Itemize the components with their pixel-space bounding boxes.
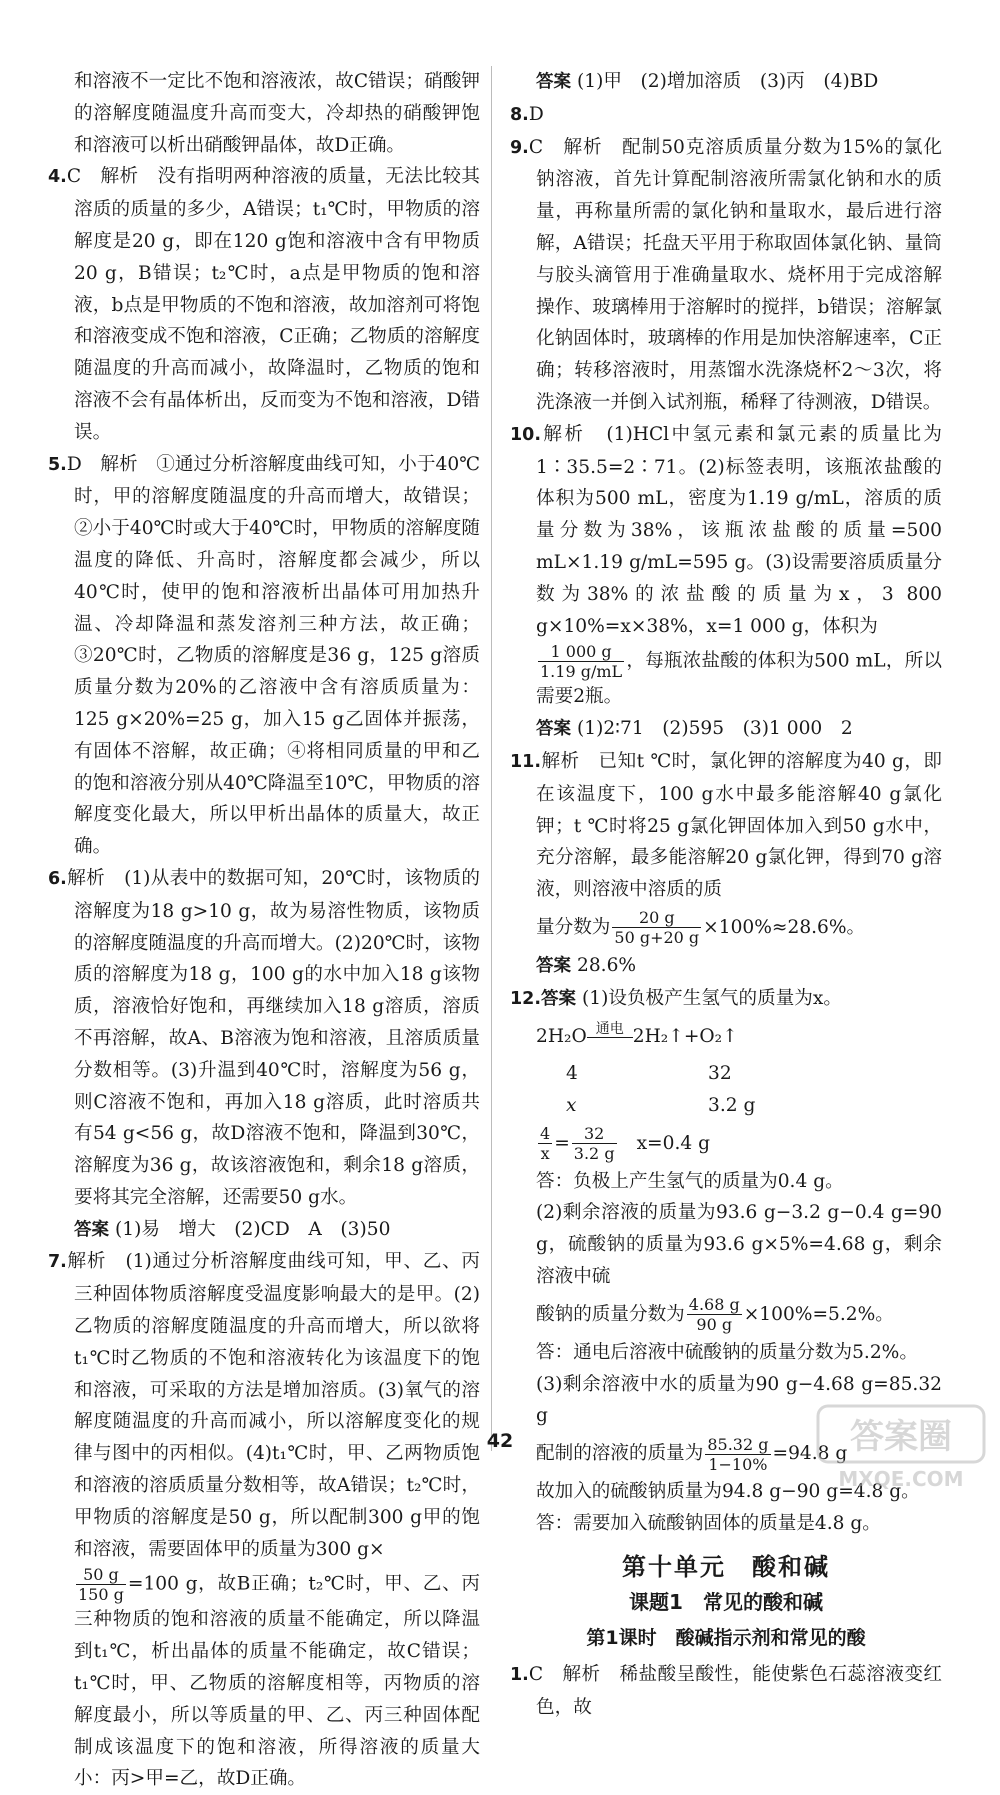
solution-line-5: 配制的溶液的质量为 $\frac{85.32 g}{1-10\%}$ =94.8 g xyxy=(536,1434,848,1474)
answer-item-11: 11.解析 已知t ℃时，氯化钾的溶解度为40 g，即在该温度下，100 g水中最多能溶解40 g氯化钾；t ℃时将25 g氯化钾固体加入到50 g水中，充分溶解，最多能溶解20 g氯化钾，得到70 g溶液，则溶液中溶质的质 xyxy=(510,750,942,901)
answer-item-7-continued: $\frac{50 g}{150 g}$ =100 g，故B正确；t₂℃时，甲、乙、丙三种物质的饱和溶液的质量不能确定，所以降温到t₁℃，析出晶体的质量不能确定，故C错误；t₁℃时，甲、乙物质的溶解度相等，丙物质的溶解度最小，所以等质量的甲、乙、丙三种固体配制成该温度下的饱和溶液，所得溶液的质量大小：丙>甲=乙，故D正确。 xyxy=(74,1565,480,1790)
watermark-logo xyxy=(816,1404,986,1492)
chemical-equation: 2H₂O 通电 2H₂↑+O₂↑ 4 32 x 3.2 g xyxy=(536,1020,756,1116)
fraction: $\frac{1 000 g}{1.19 g/mL}$ xyxy=(540,642,623,682)
answer-item-7: 7.解析 (1)通过分析溶解度曲线可知，甲、乙、丙三种固体物质溶解度受温度影响最大的是甲。(2)乙物质的溶解度随温度的升高而增大，所以欲将t₁℃时乙物质的不饱和溶液转化为该温度下的饱和溶液，可采取的方法是增加溶质。(3)氧气的溶解度随温度的升高而减小，所以溶解度变化的规律与图中的丙相似。(4)t₁℃时，甲、乙两物质饱和溶液的溶质质量分数相等，故A错误；t₂℃时，甲物质的溶解度是50 g，所以配制300 g甲的饱和溶液，需要固体甲的质量为300 g× xyxy=(48,1251,480,1560)
answer-item-6-result: 答案 (1)易 增大 (2)CD A (3)50 xyxy=(74,1218,391,1240)
page-number: 42 xyxy=(486,1430,514,1452)
answer-item-4: 4.C 解析 没有指明两种溶液的质量，无法比较其溶质的质量的多少，A错误；t₁℃时，甲物质的溶解度是20 g，即在120 g饱和溶液中含有甲物质20 g，B错误；t₂℃时，a点是甲物质的饱和溶液，b点是甲物质的不饱和溶液，故加溶剂可将饱和溶液变成不饱和溶液，C正确；乙物质的溶解度随温度的升高而减小，故降温时，乙物质的饱和溶液不会有晶体析出，反而变为不饱和溶液，D错误。 xyxy=(48,166,480,443)
fraction: $\frac{4}{x}$ xyxy=(540,1124,551,1164)
answer-item-10-result: 答案 (1)2∶71 (2)595 (3)1 000 2 xyxy=(536,718,853,740)
watermark-line-2: MXQE.COM xyxy=(838,1467,964,1491)
topic-heading: 课题1 常见的酸和碱 xyxy=(629,1590,823,1615)
column-divider xyxy=(491,66,492,1451)
answer-item-1: 1.C 解析 稀盐酸呈酸性，能使紫色石蕊溶液变红色，故 xyxy=(510,1664,942,1718)
solution-line-1: 答：负极上产生氢气的质量为0.4 g。 xyxy=(536,1170,844,1192)
solution-line-6: 故加入的硫酸钠质量为94.8 g−90 g=4.8 g。 xyxy=(536,1481,920,1503)
solution-line-7: 答：需要加入硫酸钠固体的质量是4.8 g。 xyxy=(536,1512,881,1534)
answer-item-11-result: 答案 28.6% xyxy=(536,954,637,976)
solution-line-4: (3)剩余溶液中水的质量为90 g−4.68 g=85.32 g xyxy=(536,1373,942,1427)
fraction: $\frac{4.68 g}{90 g}$ xyxy=(688,1295,740,1335)
answer-item-12: 12.答案 (1)设负极产生氢气的质量为x。 xyxy=(510,987,842,1009)
answer-item-9: 9.C 解析 配制50克溶质质量分数为15%的氯化钠溶液，首先计算配制溶液所需氯化钠和水的质量，再称量所需的氯化钠和量取水，最后进行溶解，A错误；托盘天平用于称取固体氯化钠、量筒与胶头滴管用于准确量取水、烧杯用于完成溶解操作、玻璃棒用于溶解时的搅拌，b错误；溶解氯化钠固体时，玻璃棒的作用是加快溶解速率，C正确；转移溶液时，用蒸馏水洗涤烧杯2～3次，将洗涤液一并倒入试剂瓶，稀释了待测液，D错误。 xyxy=(510,136,942,413)
fraction: $\frac{20 g}{50 g+20 g}$ xyxy=(614,908,700,948)
watermark-line-1: 答案圈 xyxy=(850,1417,952,1457)
left-column xyxy=(48,66,480,1795)
answer-item-11-formula: 量分数为 $\frac{20 g}{50 g+20 g}$ ×100%≈28.6%。 xyxy=(536,908,866,948)
answer-item-8: 8.D xyxy=(510,103,544,125)
answer-item-10: 10.解析 (1)HCl中氢元素和氯元素的质量比为1∶35.5=2∶71。(2)标签表明，该瓶浓盐酸的体积为500 mL，密度为1.19 g/mL，溶质的质量分数为38%，该瓶浓盐酸的质量=500 mL×1.19 g/mL=595 g。(3)设需要溶质质量分数为38%的浓盐酸的质量为x，3 800 g×10%=x×38%，x=1 000 g，体积为 xyxy=(510,423,942,637)
solution-line-3: 答：通电后溶液中硫酸钠的质量分数为5.2%。 xyxy=(536,1341,918,1363)
unit-heading: 第十单元 酸和碱 xyxy=(622,1552,830,1581)
solution-line-2: (2)剩余溶液的质量为93.6 g−3.2 g−0.4 g=90 g，硫酸钠的质量为93.6 g×5%=4.68 g，剩余溶液中硫 xyxy=(536,1202,942,1287)
solution-line-2-formula: 酸钠的质量分数为 $\frac{4.68 g}{90 g}$ ×100%=5.2%。 xyxy=(536,1295,894,1335)
answer-item-6: 6.解析 (1)从表中的数据可知，20℃时，该物质的溶解度为18 g>10 g，故为易溶性物质，该物质的溶解度随温度的升高而增大。(2)20℃时，该物质的溶解度为18 g，100 g的水中加入18 g该物质，溶液恰好饱和，再继续加入18 g溶质，溶质不再溶解，故A、B溶液为饱和溶液，且溶质质量分数相等。(3)升温到40℃时，溶解度为56 g，则C溶液不饱和，再加入18 g溶质，此时溶质共有54 g<56 g，故D溶液不饱和，降温到30℃，溶解度为36 g，故该溶液饱和，剩余18 g溶质，要将其完全溶解，还需要50 g水。 xyxy=(48,867,480,1208)
lesson-heading: 第1课时 酸碱指示剂和常见的酸 xyxy=(586,1627,866,1650)
paragraph-continuation: 和溶液不一定比不饱和溶液浓，故C错误；硝酸钾的溶解度随温度升高而变大，冷却热的硝酸钾饱和溶液可以析出硝酸钾晶体，故D正确。 xyxy=(74,71,480,156)
reaction-arrow: 通电 xyxy=(587,1022,633,1038)
ratio-equation: $\frac{4}{x}$ = $\frac{32}{3.2 g}$ x=0.4 g xyxy=(540,1124,711,1164)
fraction: $\frac{50 g}{150 g}$ xyxy=(78,1565,124,1605)
fraction: $\frac{32}{3.2 g}$ xyxy=(573,1124,615,1164)
answer-item-10-continued: $\frac{1 000 g}{1.19 g/mL}$ ，每瓶浓盐酸的体积为500 mL，所以需要2瓶。 xyxy=(536,642,942,708)
answer-item-7-result: 答案 (1)甲 (2)增加溶质 (3)丙 (4)BD xyxy=(536,71,879,92)
fraction: $\frac{85.32 g}{1-10\%}$ xyxy=(707,1434,769,1474)
answer-item-5: 5.D 解析 ①通过分析溶解度曲线可知，小于40℃时，甲的溶解度随温度的升高而增大，故错误；②小于40℃时或大于40℃时，甲物质的溶解度随温度的降低、升高时，溶解度都会减少，所以40℃时，使甲的饱和溶液析出晶体可用加热升温、冷却降温和蒸发溶剂三种方法，故正确；③20℃时，乙物质的溶解度是36 g，125 g溶质质量分数为20%的乙溶液中含有溶质质量为：125 g×20%=25 g，加入15 g乙固体并振荡，有固体不溶解，故正确；④将相同质量的甲和乙的饱和溶液分别从40℃降温至10℃，甲物质的溶解度变化最大，所以甲析出晶体的质量大，故正确。 xyxy=(48,453,480,858)
